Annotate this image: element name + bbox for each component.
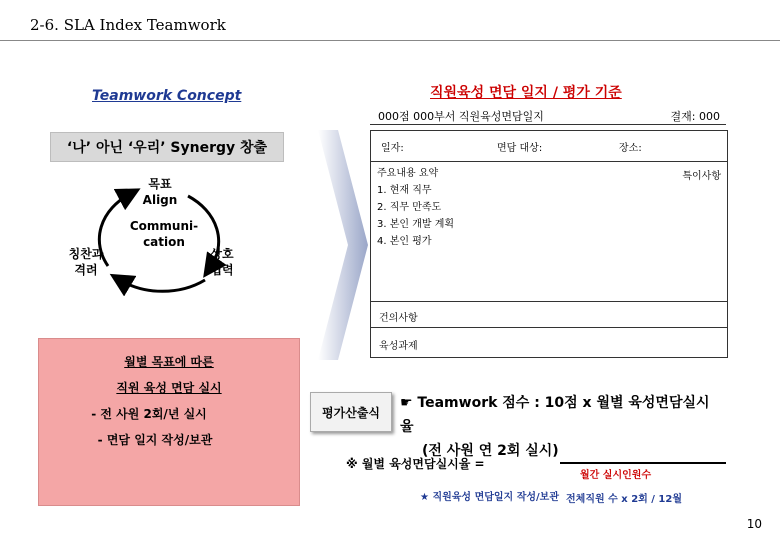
- box-line-3: - 전 사원 2회/년 실시: [91, 407, 207, 421]
- form-header-title: 000점 000부서 직원육성면담일지: [378, 110, 544, 123]
- formula-denominator: 전체직원 수 x 2회 / 12월: [566, 494, 683, 505]
- diagram-communication-label: Communi- cation: [129, 219, 199, 249]
- form-row-divider-3: [371, 327, 727, 328]
- interview-summary-box: [38, 338, 300, 506]
- page-number: 10: [746, 517, 762, 531]
- diagram-cooperation-label: 상호 협력: [210, 247, 234, 277]
- box-line-4: - 면담 일지 작성/보관: [97, 433, 213, 447]
- form-header-divider: [370, 124, 726, 125]
- evaluation-formula-label: 평가산출식: [310, 392, 392, 432]
- rate-formula-prefix: ※ 월별 육성면담실시율 =: [346, 457, 485, 471]
- journal-note: ★ 직원육성 면담일지 작성/보관: [420, 492, 559, 503]
- formula-fraction-bar: [560, 462, 726, 464]
- synergy-text: ‘나’ 아닌 ‘우리’ Synergy 창출: [66, 140, 268, 156]
- form-row-divider-2: [371, 301, 727, 302]
- concept-title: Teamwork Concept: [92, 88, 242, 104]
- teamwork-score-note: (전 사원 연 2회 실시): [422, 443, 559, 459]
- header-divider: [0, 40, 780, 41]
- suggestion-label: 건의사항: [379, 313, 418, 324]
- synergy-banner: [50, 132, 284, 162]
- cycle-arc-bottom: [120, 280, 205, 291]
- target-label: 면담 대상:: [497, 143, 543, 154]
- approval-label: 결재: 000: [670, 110, 720, 123]
- page-header-title: 2-6. SLA Index Teamwork: [30, 16, 226, 34]
- place-label: 장소:: [619, 143, 642, 154]
- formula-numerator: 월간 실시인원수: [580, 470, 652, 481]
- date-label: 일자:: [381, 143, 404, 154]
- form-section-title: 직원육성 면담 일지 / 평가 기준: [430, 85, 622, 101]
- content-summary: 주요내용 요약 1. 현재 직무 2. 직무 만족도 3. 본인 개발 계획 4. 본인 평가: [377, 168, 455, 247]
- diagram-praise-label: 칭찬과 격려: [68, 247, 104, 277]
- development-task-label: 육성과제: [379, 341, 418, 352]
- box-line-2: 직원 육성 면담 실시: [116, 381, 222, 395]
- teamwork-score-line-2: 율: [400, 419, 414, 435]
- diagram-goal-label: 목표 Align: [142, 177, 178, 207]
- box-line-1: 월별 목표에 따른: [124, 355, 214, 369]
- form-row-divider-1: [371, 161, 727, 162]
- chevron-arrow-icon: [318, 130, 368, 360]
- special-notes-label: 특이사항: [682, 171, 721, 182]
- teamwork-score-line: ☛ Teamwork 점수 : 10점 x 월별 육성면담실시: [400, 395, 710, 411]
- interview-form: [370, 130, 728, 358]
